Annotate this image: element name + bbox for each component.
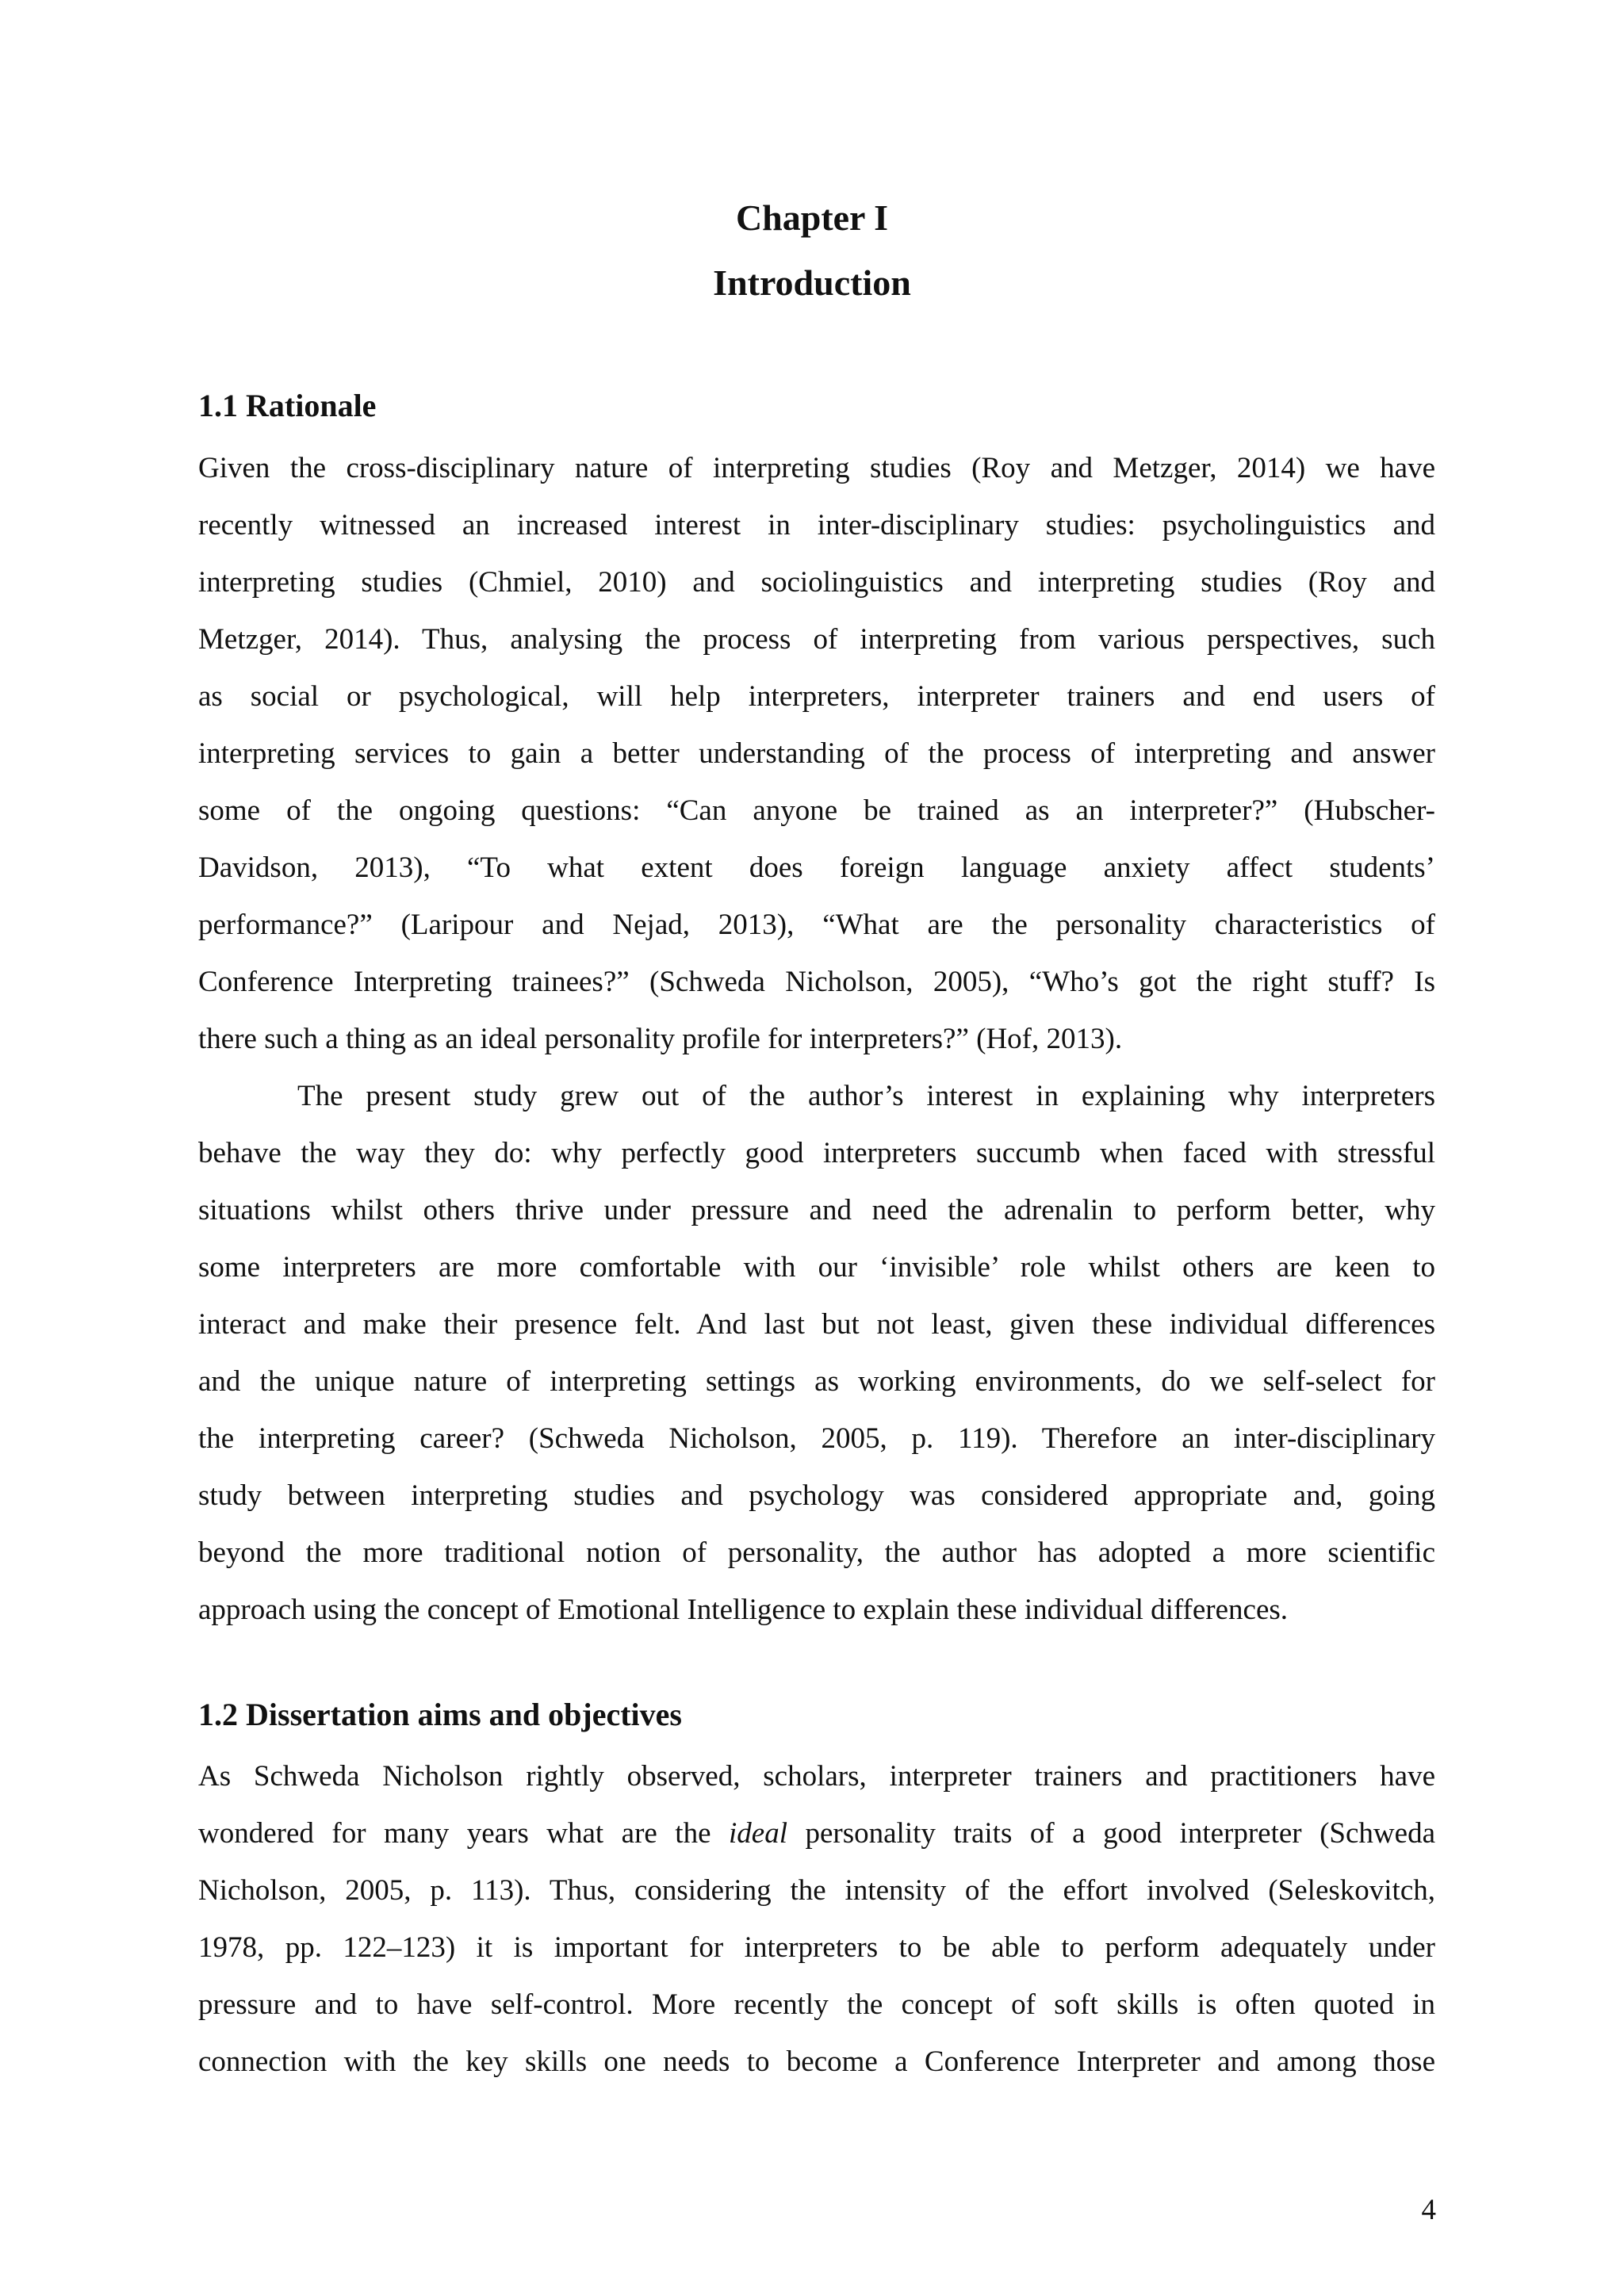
- text-line: beyond the more traditional notion of personality, the author has adopted a more scientific: [198, 1536, 1435, 1569]
- text-line: interpreting studies (Chmiel, 2010) and sociolinguistics and interpreting studies (Roy and: [198, 566, 1435, 599]
- text-line: As Schweda Nicholson rightly observed, scholars, interpreter trainers and practitioners have: [198, 1760, 1435, 1793]
- text-line: and the unique nature of interpreting settings as working environments, do we self-select for: [198, 1365, 1435, 1398]
- page-number: 4: [1421, 2194, 1436, 2226]
- text-line: Nicholson, 2005, p. 113). Thus, considering the intensity of the effort involved (Seleskovitch,: [198, 1874, 1435, 1907]
- chapter-title: Introduction: [713, 262, 911, 303]
- text-line: performance?” (Laripour and Nejad, 2013), “What are the personality characteristics of: [198, 909, 1435, 941]
- paragraph-aims-1: [198, 1748, 1435, 2091]
- text-segment: personality traits of a good interpreter (Schweda: [787, 1817, 1436, 1850]
- text-line: study between interpreting studies and psychology was considered appropriate and, going: [198, 1479, 1435, 1512]
- text-line: The present study grew out of the author’s interest in explaining why interpreters: [297, 1080, 1435, 1112]
- text-line: interact and make their presence felt. And last but not least, given these individual differences: [198, 1308, 1435, 1341]
- text-line: there such a thing as an ideal personality profile for interpreters?” (Hof, 2013).: [198, 1023, 1123, 1055]
- text-line: some of the ongoing questions: “Can anyone be trained as an interpreter?” (Hubscher-: [198, 794, 1435, 827]
- text-line: situations whilst others thrive under pressure and need the adrenalin to perform better, why: [198, 1194, 1435, 1226]
- text-line: connection with the key skills one needs to become a Conference Interpreter and among those: [198, 2045, 1435, 2078]
- text-line: pressure and to have self-control. More recently the concept of soft skills is often quoted in: [198, 1988, 1435, 2021]
- text-line: recently witnessed an increased interest in inter-disciplinary studies: psycholinguistics and: [198, 509, 1435, 541]
- paragraph-rationale-1: [198, 440, 1435, 1068]
- text-line: Conference Interpreting trainees?” (Schweda Nicholson, 2005), “Who’s got the right stuff? Is: [198, 966, 1435, 998]
- section-heading-rationale: 1.1 Rationale: [198, 388, 377, 423]
- chapter-number: Chapter I: [735, 197, 889, 238]
- section-heading-aims: 1.2 Dissertation aims and objectives: [198, 1697, 682, 1732]
- emphasis-ideal: ideal: [729, 1817, 787, 1850]
- text-line: 1978, pp. 122–123) it is important for interpreters to be able to perform adequately under: [198, 1931, 1435, 1964]
- text-line: Metzger, 2014). Thus, analysing the process of interpreting from various perspectives, such: [198, 623, 1435, 656]
- text-line: Given the cross-disciplinary nature of interpreting studies (Roy and Metzger, 2014) we have: [198, 452, 1435, 484]
- paragraph-rationale-2: [198, 1068, 1435, 1639]
- text-line: behave the way they do: why perfectly good interpreters succumb when faced with stressful: [198, 1137, 1435, 1169]
- text-line: approach using the concept of Emotional Intelligence to explain these individual differences.: [198, 1594, 1289, 1626]
- text-segment: wondered for many years what are the: [198, 1817, 730, 1850]
- text-line: interpreting services to gain a better understanding of the process of interpreting and answer: [198, 737, 1435, 770]
- text-line: the interpreting career? (Schweda Nicholson, 2005, p. 119). Therefore an inter-disciplinary: [198, 1422, 1435, 1455]
- text-line: some interpreters are more comfortable with our ‘invisible’ role whilst others are keen to: [198, 1251, 1435, 1284]
- text-line: Davidson, 2013), “To what extent does foreign language anxiety affect students’: [198, 851, 1435, 884]
- text-line: as social or psychological, will help interpreters, interpreter trainers and end users of: [198, 680, 1435, 713]
- text-line-with-emphasis: [198, 1805, 1435, 1862]
